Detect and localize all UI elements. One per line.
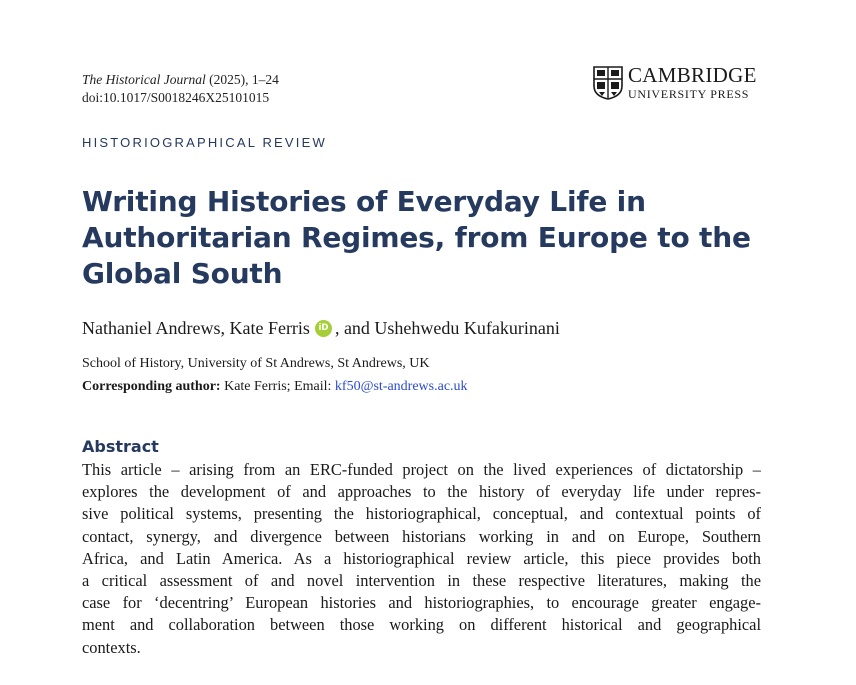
authors-part2: , and Ushehwedu Kufakurinani bbox=[334, 318, 560, 338]
journal-name: The Historical Journal bbox=[82, 72, 206, 87]
article-title bbox=[82, 184, 762, 292]
journal-citation bbox=[82, 71, 279, 107]
affiliation: School of History, University of St Andrews, St Andrews, UK bbox=[82, 356, 430, 371]
journal-issue: (2025), 1–24 bbox=[205, 72, 279, 87]
publisher-logo bbox=[593, 65, 757, 100]
author-list bbox=[82, 316, 560, 340]
abstract-line: contact, synergy, and divergence between historians working in and on Europe, Southern bbox=[82, 526, 761, 546]
abstract-heading: Abstract bbox=[82, 437, 159, 456]
authors-part1: Nathaniel Andrews, Kate Ferris bbox=[82, 318, 310, 338]
logo-sub-text: UNIVERSITY PRESS bbox=[628, 87, 750, 101]
abstract-line: ment and collaboration between those working on different historical and geographical bbox=[82, 615, 761, 635]
abstract-line: case for ‘decentring’ European histories and historiographies, to encourage greater engage- bbox=[82, 593, 761, 613]
abstract-line: contexts. bbox=[82, 637, 141, 657]
abstract-line: sive political systems, presenting the historiographical, conceptual, and contextual points of bbox=[82, 504, 761, 524]
abstract-line: This article – arising from an ERC-funded project on the lived experiences of dictatorship – bbox=[82, 460, 761, 479]
corresponding-text: Kate Ferris; Email: bbox=[220, 379, 335, 394]
journal-line bbox=[82, 71, 279, 89]
title-line: Writing Histories of Everyday Life in bbox=[82, 185, 646, 218]
crest-icon bbox=[593, 66, 623, 100]
title-line: Authoritarian Regimes, from Europe to the bbox=[82, 221, 751, 254]
doi: doi:10.1017/S0018246X25101015 bbox=[82, 90, 270, 105]
abstract-line: explores the development of and approaches to the history of everyday life under repres- bbox=[82, 482, 761, 502]
corresponding-label: Corresponding author: bbox=[82, 379, 221, 394]
logo-main-text: CAMBRIDGE bbox=[628, 63, 757, 87]
orcid-icon[interactable]: iD bbox=[315, 320, 332, 337]
title-line: Global South bbox=[82, 257, 283, 290]
email-link[interactable]: kf50@st-andrews.ac.uk bbox=[334, 379, 468, 394]
section-label: HISTORIOGRAPHICAL REVIEW bbox=[82, 135, 327, 150]
abstract-line: a critical assessment of and novel intervention in these respective literatures, making the bbox=[82, 571, 761, 591]
abstract-line: Africa, and Latin America. As a historiographical review article, this piece provides both bbox=[82, 548, 761, 568]
corresponding-author bbox=[82, 377, 468, 397]
abstract-body bbox=[82, 459, 761, 659]
